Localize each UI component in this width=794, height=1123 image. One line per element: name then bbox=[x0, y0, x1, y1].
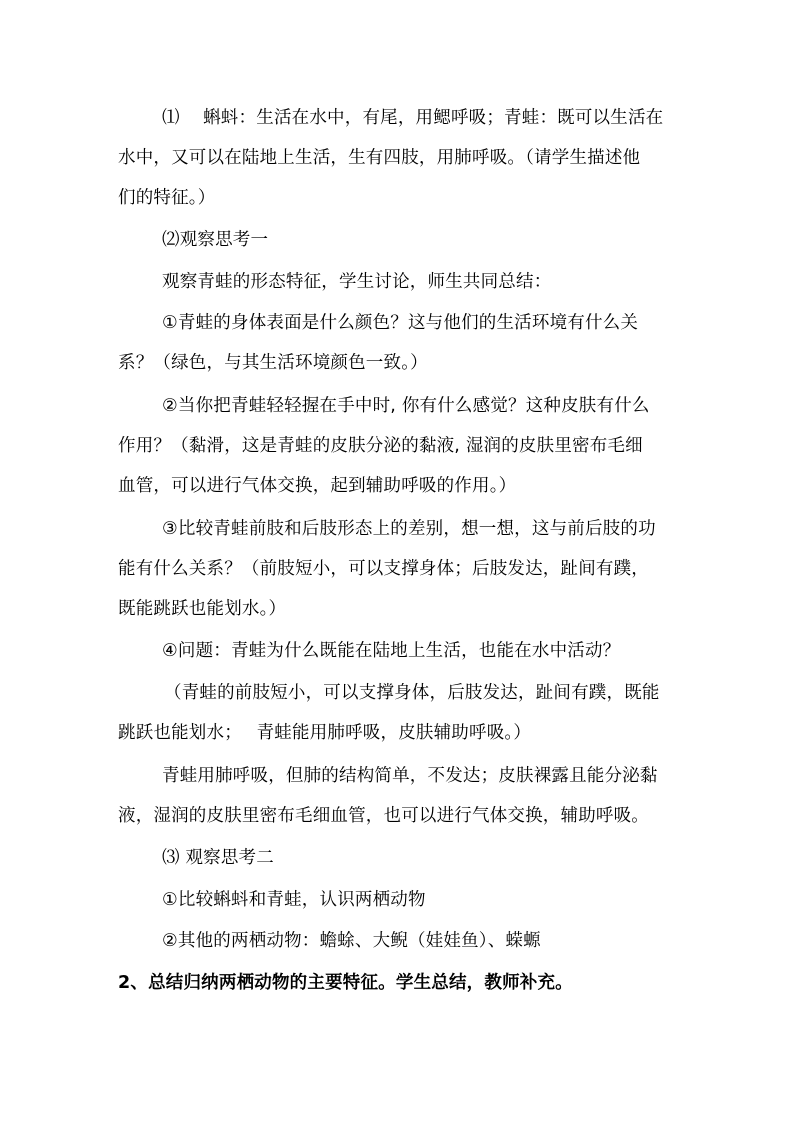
paragraph-line: ①青蛙的身体表面是什么颜色？这与他们的生活环境有什么关 bbox=[162, 313, 639, 333]
paragraph-line: ①比较蝌蚪和青蛙，认识两栖动物 bbox=[162, 890, 426, 910]
paragraph-line: 系？（绿色，与其生活环境颜色一致。） bbox=[118, 353, 428, 373]
paragraph-line: 青蛙用肺呼吸，但肺的结构简单，不发达；皮肤裸露且能分泌黏 bbox=[162, 766, 658, 786]
paragraph-line: ③比较青蛙前肢和后肢形态上的差别，想一想，这与前后肢的功 bbox=[162, 519, 656, 539]
paragraph-line: （青蛙的前肢短小，可以支撑身体，后肢发达，趾间有蹼，既能 bbox=[164, 683, 660, 703]
paragraph-line: 血管，可以进行气体交换，起到辅助呼吸的作用。） bbox=[118, 476, 517, 496]
paragraph-line: 作用？（黏滑，这是青蛙的皮肤分泌的黏液, 湿润的皮肤里密布毛细 bbox=[118, 436, 643, 456]
section-heading: ⑶ 观察思考二 bbox=[162, 848, 274, 868]
section-heading: 2、总结归纳两栖动物的主要特征。学生总结，教师补充。 bbox=[118, 973, 573, 993]
section-heading: ⑵观察思考一 bbox=[162, 230, 269, 250]
paragraph-line: 既能跳跃也能划水。） bbox=[118, 599, 287, 619]
paragraph-line: 观察青蛙的形态特征，学生讨论，师生共同总结： bbox=[162, 272, 552, 292]
paragraph-line: 跳跃也能划水； 青蛙能用肺呼吸，皮肤辅助呼吸。） bbox=[118, 723, 532, 743]
paragraph-line: ⑴ 蝌蚪：生活在水中，有尾，用鳃呼吸；青蛙：既可以生活在 bbox=[162, 108, 664, 128]
paragraph-line: 们的特征。） bbox=[118, 188, 216, 208]
paragraph-line: ④问题：青蛙为什么既能在陆地上生活，也能在水中活动？ bbox=[162, 641, 621, 661]
paragraph-line: 液，湿润的皮肤里密布毛细血管，也可以进行气体交换，辅助呼吸。 bbox=[118, 806, 649, 826]
paragraph-line: 能有什么关系？（前肢短小，可以支撑身体；后肢发达，趾间有蹼， bbox=[118, 559, 649, 579]
paragraph-line: 水中，又可以在陆地上生活，生有四肢，用肺呼吸。（请学生描述他 bbox=[118, 148, 641, 168]
paragraph-line: ②其他的两栖动物：蟾蜍、大鲵（娃娃鱼）、蝾螈 bbox=[162, 931, 541, 951]
paragraph-line: ②当你把青蛙轻轻握在手中时, 你有什么感觉？这种皮肤有什么 bbox=[162, 396, 650, 416]
